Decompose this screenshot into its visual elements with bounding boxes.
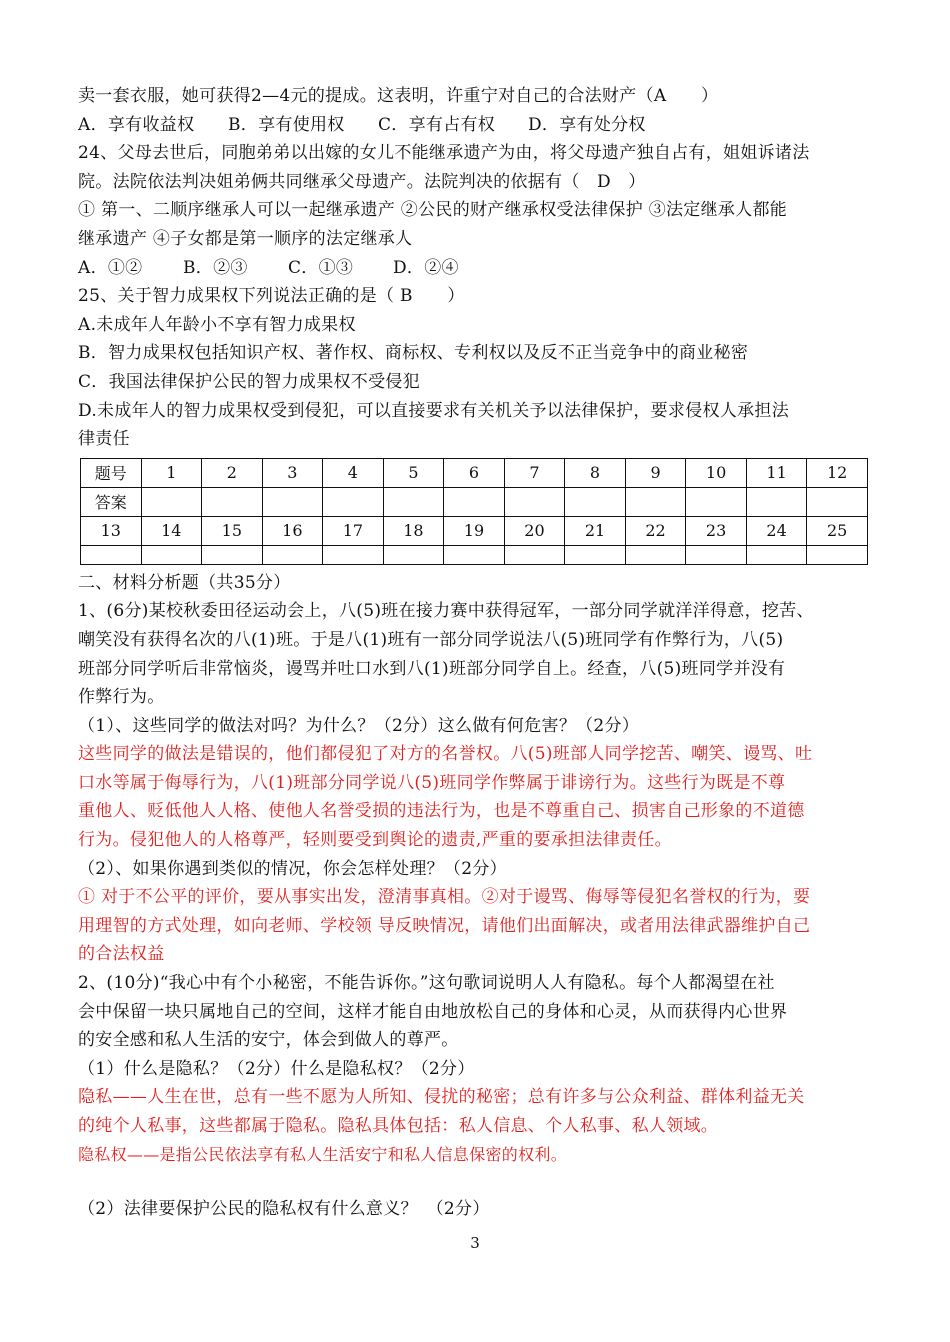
- answer-blank-cell[interactable]: [504, 487, 565, 516]
- answer-table-cell: 5: [383, 458, 444, 487]
- q25-option-c: C．我国法律保护公民的智力成果权不受侵犯: [78, 371, 421, 392]
- q24-option-d: D．②④: [393, 257, 459, 278]
- q24-option-c: C．①③: [288, 257, 354, 278]
- q25-option-d-line1: D.未成年人的智力成果权受到侵犯，可以直接要求有关机关予以法律保护，要求侵权人承担法: [78, 400, 790, 421]
- answer-table-cell: 25: [807, 516, 868, 545]
- exam-page: [78, 82, 878, 1224]
- material1-answer2-line3: 的合法权益: [78, 944, 165, 965]
- material2-line2: 会中保留一块只属地自己的空间，这样才能自由地放松自己的身体和心灵，从而获得内心世界: [78, 1001, 788, 1022]
- answer-table-row-answers-2: [81, 545, 868, 564]
- answer-table-cell: 2: [202, 458, 263, 487]
- answer-blank-cell[interactable]: [323, 545, 384, 564]
- q24-line2: 院。法院依法判决姐弟俩共同继承父母遗产。法院判决的依据有（ D ）: [78, 171, 646, 192]
- answer-blank-cell[interactable]: [444, 545, 505, 564]
- answer-table-cell: 18: [383, 516, 444, 545]
- answer-table-cell: 4: [323, 458, 384, 487]
- answer-blank-cell[interactable]: [504, 545, 565, 564]
- answer-table-cell: 24: [746, 516, 807, 545]
- answer-table-cell: 22: [625, 516, 686, 545]
- answer-blank-cell[interactable]: [383, 545, 444, 564]
- answer-table-cell: 16: [262, 516, 323, 545]
- material1-line2: 嘲笑没有获得名次的八(1)班。于是八(1)班有一部分同学说法八(5)班同学有作弊行为，八(5): [78, 629, 784, 650]
- q25-option-b: B．智力成果权包括知识产权、著作权、商标权、专利权以及反不正当竞争中的商业秘密: [78, 343, 749, 364]
- answer-blank-cell[interactable]: [202, 545, 263, 564]
- material1-line1: 1、(6分)某校秋委田径运动会上，八(5)班在接力赛中获得冠军，一部分同学就洋洋得意，挖苦、: [78, 601, 814, 622]
- material2-answer1-line1: 隐私——人生在世，总有一些不愿为人所知、侵扰的秘密；总有许多与公众利益、群体利益无关: [78, 1087, 805, 1108]
- answer-blank-cell[interactable]: [565, 545, 626, 564]
- material1-answer1-line2: 口水等属于侮辱行为，八(1)班部分同学说八(5)班同学作弊属于诽谤行为。这些行为既是不尊: [78, 772, 786, 793]
- answer-table-row-numbers-2: [81, 516, 868, 545]
- answer-table-cell: 20: [504, 516, 565, 545]
- q23-option-c: C．享有占有权: [378, 114, 496, 135]
- answer-table-cell: 17: [323, 516, 384, 545]
- q23-options: [78, 111, 878, 140]
- answer-blank-cell[interactable]: [141, 545, 202, 564]
- answer-table-header-number: 题号: [81, 458, 142, 487]
- q24-options: [78, 254, 878, 283]
- answer-table: [80, 458, 868, 565]
- blank-gap: [78, 1169, 878, 1195]
- answer-blank-cell[interactable]: [262, 487, 323, 516]
- answer-blank-cell[interactable]: [686, 487, 747, 516]
- q23-option-d: D．享有处分权: [528, 114, 646, 135]
- answer-table-cell: 12: [807, 458, 868, 487]
- answer-blank-cell[interactable]: [686, 545, 747, 564]
- answer-blank-cell[interactable]: [202, 487, 263, 516]
- answer-table-header-answer: 答案: [81, 487, 142, 516]
- answer-blank-cell[interactable]: [323, 487, 384, 516]
- answer-blank-cell[interactable]: [262, 545, 323, 564]
- answer-blank-cell[interactable]: [383, 487, 444, 516]
- answer-table-row-numbers: [81, 458, 868, 487]
- answer-blank-cell[interactable]: [807, 487, 868, 516]
- q24-option-a: A．①②: [78, 257, 143, 278]
- answer-table-cell: 6: [444, 458, 505, 487]
- material2-question1: （1）什么是隐私？（2分）什么是隐私权？（2分）: [78, 1058, 475, 1079]
- answer-table-cell: 7: [504, 458, 565, 487]
- material1-answer1-line3: 重他人、贬低他人人格、使他人名誉受损的违法行为，也是不尊重自己、损害自己形象的不道德: [78, 801, 805, 822]
- answer-table-row-answers: [81, 487, 868, 516]
- page-number: 3: [470, 1234, 480, 1252]
- answer-table-cell: 8: [565, 458, 626, 487]
- q25-option-d-line2: 律责任: [78, 429, 130, 450]
- answer-table-cell: 23: [686, 516, 747, 545]
- q24-line4: 继承遗产 ④子女都是第一顺序的法定继承人: [78, 228, 413, 249]
- answer-blank-cell[interactable]: [565, 487, 626, 516]
- answer-table-cell: 19: [444, 516, 505, 545]
- material1-answer1-line1: 这些同学的做法是错误的，他们都侵犯了对方的名誉权。八(5)班部人同学挖苦、嘲笑、谩骂、吐: [78, 744, 813, 765]
- answer-table-cell: 11: [746, 458, 807, 487]
- answer-blank-cell[interactable]: [746, 545, 807, 564]
- material2-line1: 2、(10分)“我心中有个小秘密，不能告诉你。”这句歌词说明人人有隐私。每个人都渴望在社: [78, 973, 775, 994]
- section2-title: 二、材料分析题（共35分）: [78, 572, 291, 593]
- material2-answer1-line2: 的纯个人私事，这些都属于隐私。隐私具体包括：私人信息、个人私事、私人领域。: [78, 1116, 719, 1136]
- answer-table-cell: 9: [625, 458, 686, 487]
- q24-option-b: B．②③: [183, 257, 248, 278]
- material2-line3: 的安全感和私人生活的安宁，体会到做人的尊严。: [78, 1030, 459, 1051]
- q23-tail: 卖一套衣服，她可获得2—4元的提成。这表明，许重宁对自己的合法财产（A ）: [78, 86, 719, 106]
- answer-blank-cell[interactable]: [625, 545, 686, 564]
- q25-option-a: A.未成年人年龄小不享有智力成果权: [78, 314, 356, 335]
- material1-question1: （1）、这些同学的做法对吗？为什么？（2分）这么做有何危害？（2分）: [78, 715, 640, 736]
- answer-table-cell: 14: [141, 516, 202, 545]
- answer-table-cell: 21: [565, 516, 626, 545]
- q25-stem: 25、关于智力成果权下列说法正确的是（ B ）: [78, 286, 465, 307]
- material1-question2: （2）、如果你遇到类似的情况，你会怎样处理？（2分）: [78, 858, 507, 879]
- answer-table-cell: 10: [686, 458, 747, 487]
- material1-line3: 班部分同学听后非常恼炎，谩骂并吐口水到八(1)班部分同学自上。经查，八(5)班同学并没有: [78, 658, 786, 679]
- answer-blank-cell[interactable]: [444, 487, 505, 516]
- answer-blank-cell[interactable]: [625, 487, 686, 516]
- answer-blank-cell[interactable]: [81, 545, 142, 564]
- answer-blank-cell[interactable]: [746, 487, 807, 516]
- material1-line4: 作弊行为。: [78, 687, 165, 708]
- q24-line1: 24、父母去世后，同胞弟弟以出嫁的女儿不能继承遗产为由，将父母遗产独自占有，姐姐诉诸法: [78, 143, 810, 164]
- answer-table-cell: 15: [202, 516, 263, 545]
- answer-table-cell: 13: [81, 516, 142, 545]
- answer-table-cell: 1: [141, 458, 202, 487]
- answer-blank-cell[interactable]: [141, 487, 202, 516]
- material2-question2: （2）法律要保护公民的隐私权有什么意义？ （2分）: [78, 1199, 490, 1220]
- material1-answer2-line2: 用理智的方式处理，如向老师、学校领 导反映情况，请他们出面解决，或者用法律武器维护自己: [78, 915, 811, 936]
- answer-table-cell: 3: [262, 458, 323, 487]
- q23-option-b: B．享有使用权: [228, 114, 345, 135]
- material2-answer1-line3: 隐私权——是指公民依法享有私人生活安宁和私人信息保密的权利。: [78, 1144, 568, 1164]
- material1-answer2-line1: ① 对于不公平的评价，要从事实出发，澄清事真相。②对于谩骂、侮辱等侵犯名誉权的行为，要: [78, 887, 811, 908]
- answer-blank-cell[interactable]: [807, 545, 868, 564]
- q24-line3: ① 第一、二顺序继承人可以一起继承遗产 ②公民的财产继承权受法律保护 ③法定继承人都能: [78, 200, 788, 221]
- q23-option-a: A．享有收益权: [78, 114, 195, 135]
- material1-answer1-line4: 行为。侵犯他人的人格尊严，轻则要受到舆论的遗责,严重的要承担法律责任。: [78, 830, 672, 851]
